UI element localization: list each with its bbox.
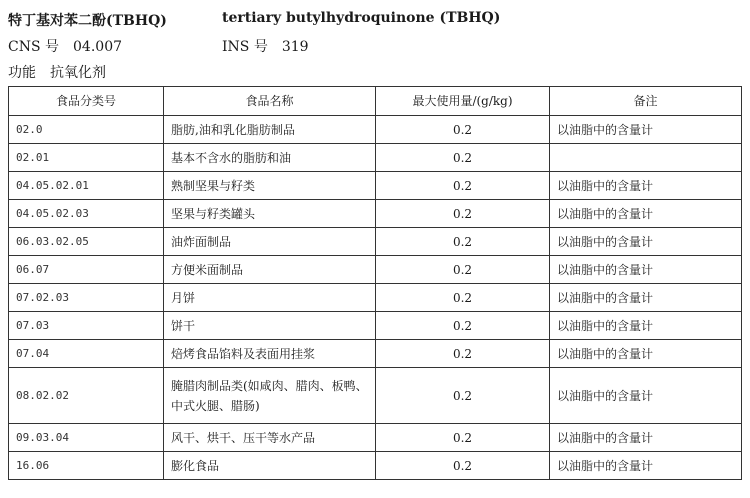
column-header-food-name: 食品名称	[164, 87, 376, 116]
max-usage: 0.2	[376, 228, 550, 256]
table-row	[9, 368, 742, 424]
ins-value: 319	[281, 39, 309, 55]
max-usage: 0.2	[376, 116, 550, 144]
food-category-code: 06.03.02.05	[9, 228, 164, 256]
function-value: 抗氧化剂	[50, 65, 106, 81]
max-usage: 0.2	[376, 424, 550, 452]
food-name: 风干、烘干、压干等水产品	[164, 424, 376, 452]
header-row-codes	[8, 32, 742, 58]
food-name: 月饼	[164, 284, 376, 312]
max-usage: 0.2	[376, 200, 550, 228]
max-usage: 0.2	[376, 340, 550, 368]
remark: 以油脂中的含量计	[550, 452, 742, 480]
table-row	[9, 452, 742, 480]
header-row-function	[8, 58, 742, 84]
max-usage: 0.2	[376, 256, 550, 284]
food-name: 方便米面制品	[164, 256, 376, 284]
function-info	[8, 62, 106, 82]
additive-name-cn: 特丁基对苯二酚(TBHQ)	[8, 13, 167, 29]
remark: 以油脂中的含量计	[550, 228, 742, 256]
remark: 以油脂中的含量计	[550, 312, 742, 340]
cns-number	[8, 36, 122, 56]
max-usage: 0.2	[376, 144, 550, 172]
table-row	[9, 256, 742, 284]
food-category-code: 16.06	[9, 452, 164, 480]
food-name: 饼干	[164, 312, 376, 340]
remark: 以油脂中的含量计	[550, 340, 742, 368]
table-row	[9, 284, 742, 312]
additive-header	[8, 6, 742, 84]
max-usage: 0.2	[376, 284, 550, 312]
usage-table	[8, 86, 742, 480]
remark: 以油脂中的含量计	[550, 172, 742, 200]
table-row	[9, 144, 742, 172]
food-name: 熟制坚果与籽类	[164, 172, 376, 200]
table-row	[9, 424, 742, 452]
food-category-code: 08.02.02	[9, 368, 164, 424]
food-name: 坚果与籽类罐头	[164, 200, 376, 228]
food-category-code: 04.05.02.03	[9, 200, 164, 228]
food-category-code: 02.0	[9, 116, 164, 144]
max-usage: 0.2	[376, 312, 550, 340]
food-name: 油炸面制品	[164, 228, 376, 256]
max-usage: 0.2	[376, 172, 550, 200]
food-category-code: 07.04	[9, 340, 164, 368]
table-row	[9, 116, 742, 144]
remark: 以油脂中的含量计	[550, 368, 742, 424]
food-name: 腌腊肉制品类(如咸肉、腊肉、板鸭、中式火腿、腊肠)	[164, 368, 376, 424]
cns-value: 04.007	[73, 39, 123, 55]
remark: 以油脂中的含量计	[550, 424, 742, 452]
remark: 以油脂中的含量计	[550, 284, 742, 312]
column-header-category-code: 食品分类号	[9, 87, 164, 116]
remark: 以油脂中的含量计	[550, 116, 742, 144]
ins-number	[222, 36, 309, 56]
food-name: 焙烤食品馅料及表面用挂浆	[164, 340, 376, 368]
function-label: 功能	[8, 65, 36, 81]
table-row	[9, 200, 742, 228]
cns-label: CNS 号	[8, 39, 60, 55]
food-category-code: 06.07	[9, 256, 164, 284]
food-category-code: 02.01	[9, 144, 164, 172]
column-header-remarks: 备注	[550, 87, 742, 116]
header-row-names	[8, 6, 742, 32]
food-category-code: 04.05.02.01	[9, 172, 164, 200]
additive-name-en: tertiary butylhydroquinone (TBHQ)	[222, 10, 501, 26]
column-header-max-usage: 最大使用量/(g/kg)	[376, 87, 550, 116]
food-name: 脂肪,油和乳化脂肪制品	[164, 116, 376, 144]
max-usage: 0.2	[376, 452, 550, 480]
remark	[550, 144, 742, 172]
food-category-code: 07.03	[9, 312, 164, 340]
remark: 以油脂中的含量计	[550, 256, 742, 284]
table-header-row	[9, 87, 742, 116]
remark: 以油脂中的含量计	[550, 200, 742, 228]
food-name: 基本不含水的脂肪和油	[164, 144, 376, 172]
table-row	[9, 340, 742, 368]
food-category-code: 07.02.03	[9, 284, 164, 312]
ins-label: INS 号	[222, 39, 268, 55]
table-row	[9, 228, 742, 256]
table-row	[9, 172, 742, 200]
food-name: 膨化食品	[164, 452, 376, 480]
table-row	[9, 312, 742, 340]
max-usage: 0.2	[376, 368, 550, 424]
food-category-code: 09.03.04	[9, 424, 164, 452]
